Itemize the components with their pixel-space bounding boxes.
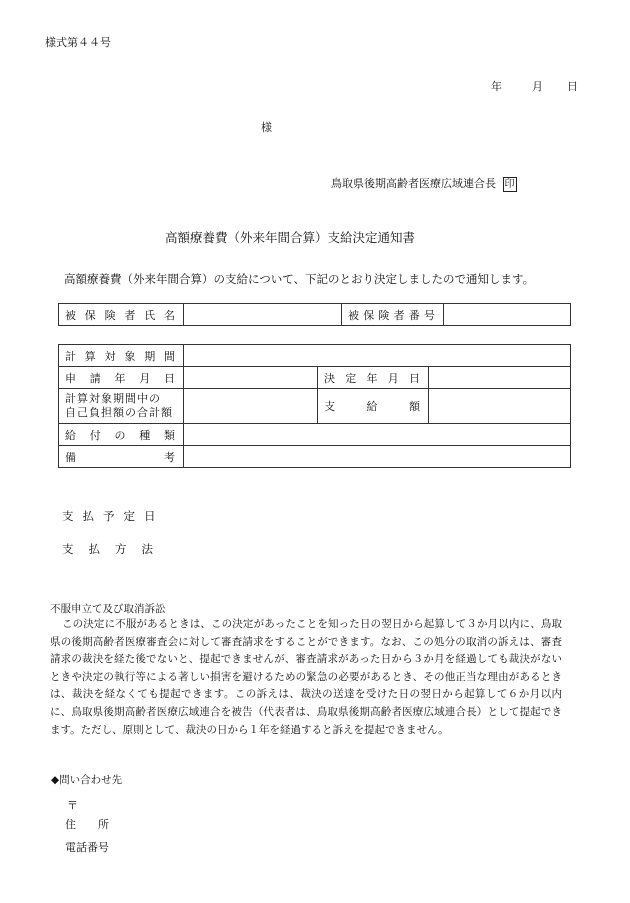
detail-table [58, 344, 571, 468]
seal-mark: 印 [504, 179, 515, 190]
period-label: 計算対象期間 [59, 345, 184, 367]
appeal-body: この決定に不服があるときは、この決定があったことを知った日の翌日から起算して３か月以内に、鳥取県の後期高齢者医療審査会に対して審査請求をすることができます。なお、この処分の取消の訴えは、審査請求の裁決を経た後でないと、提起できませんが、審査請求があった日から３か月を経過しても裁決がないときや決定の執行等による著しい損害を避けるための緊急の必要があるとき、その他正当な理由があるときは、裁決を経なくても提起できます。この訴えは、裁決の送達を受けた日の翌日から起算して６か月以内に、鳥取県後期高齢者医療広域連合を被告（代表者は、鳥取県後期高齢者医療広域連合長）として提起できます。ただし、原則として、裁決の日から１年を経過すると訴えを提起できません。 [50, 618, 562, 736]
copay-total-label-line2: 自己負担額の合計額 [65, 406, 173, 419]
copay-total-label-line1: 計算対象期間中の [65, 392, 161, 405]
insured-number-field[interactable] [444, 304, 571, 326]
copay-total-label [59, 389, 184, 424]
insured-name-field[interactable] [184, 304, 342, 326]
date-month-label: 月 [532, 80, 543, 93]
issuer-name: 鳥取県後期高齢者医療広域連合長 [331, 177, 496, 190]
date-day-label: 日 [567, 80, 578, 93]
insured-name-label: 被保険者氏名 [59, 304, 184, 326]
address-label-part1: 住 [65, 818, 76, 831]
application-date-label: 申請年月日 [59, 367, 184, 389]
address-label-part2: 所 [98, 818, 109, 831]
remarks-label: 備考 [59, 446, 184, 468]
form-number: 様式第４４号 [45, 36, 111, 49]
table-row [59, 389, 571, 424]
payment-amount-label: 支給額 [318, 389, 429, 424]
benefit-type-label: 給付の種類 [59, 424, 184, 446]
appeal-heading: 不服申立て及び取消訴訟 [50, 603, 166, 615]
decision-date-label: 決定年月日 [318, 367, 429, 389]
remarks-field[interactable] [184, 446, 571, 468]
document-title: 高額療養費（外来年間合算）支給決定通知書 [165, 230, 416, 245]
addressee-suffix: 様 [261, 121, 272, 134]
benefit-type-field[interactable] [184, 424, 571, 446]
lead-sentence: 高額療養費（外来年間合算）の支給について、下記のとおり決定しましたので通知します。 [64, 272, 535, 286]
table-row [59, 446, 571, 468]
application-date-field[interactable] [184, 367, 318, 389]
payment-amount-field[interactable] [429, 389, 571, 424]
payment-method-label: 支払方法 [62, 542, 168, 556]
payment-schedule-label: 支払予定日 [62, 509, 165, 523]
copay-total-field[interactable] [184, 389, 318, 424]
insured-table [58, 303, 571, 326]
decision-date-field[interactable] [429, 367, 571, 389]
table-row [59, 424, 571, 446]
table-row [59, 345, 571, 367]
date-year-label: 年 [491, 80, 502, 93]
address-label [65, 816, 109, 832]
issuer [331, 175, 517, 192]
postal-mark: 〒 [67, 799, 78, 812]
phone-label: 電話番号 [65, 841, 109, 854]
table-row [59, 367, 571, 389]
period-field[interactable] [184, 345, 571, 367]
insured-number-label: 被保険者番号 [342, 304, 444, 326]
inquiry-heading: ◆問い合わせ先 [51, 774, 123, 786]
